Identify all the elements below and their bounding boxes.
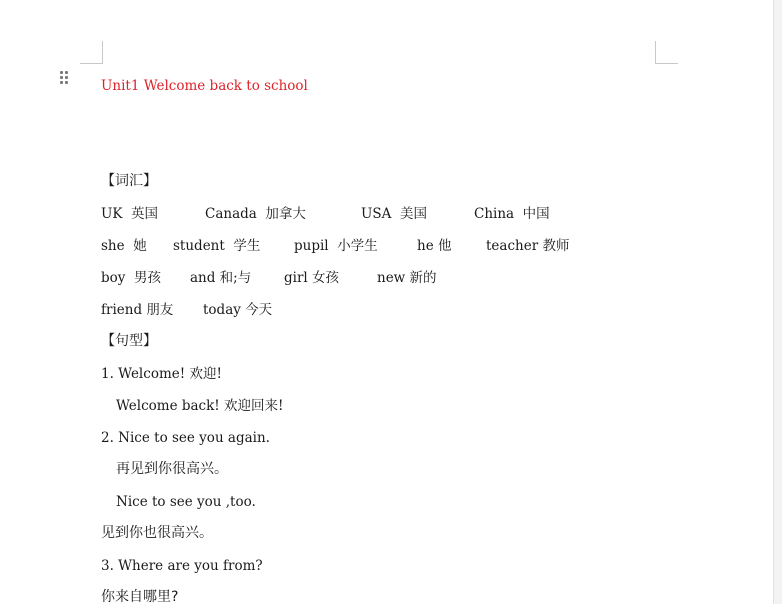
vocab-item: he 他 [417, 238, 452, 254]
vocab-row-4 [101, 301, 601, 319]
vocab-item: USA 美国 [361, 206, 427, 222]
sentence-line: 再见到你很高兴。 [116, 461, 228, 477]
vocab-item: boy 男孩 [101, 270, 161, 286]
vocab-item: and 和;与 [190, 270, 252, 286]
sentence-line: Welcome back! 欢迎回来! [116, 398, 284, 414]
sentence-line: 你来自哪里? [101, 589, 179, 605]
vocab-item: teacher 教师 [486, 238, 570, 254]
vocab-item: she 她 [101, 238, 147, 254]
sentence-line: 见到你也很高兴。 [101, 525, 213, 541]
sentence-line: 1. Welcome! 欢迎! [101, 366, 222, 382]
page-corner-mark-top-left [80, 41, 103, 64]
sentence-heading: 【句型】 [101, 333, 157, 349]
vocab-item: Canada 加拿大 [205, 206, 306, 222]
vocab-heading: 【词汇】 [101, 173, 157, 189]
page-corner-mark-top-right [655, 41, 678, 64]
sentence-line: 2. Nice to see you again. [101, 430, 270, 446]
sentence-line: 3. Where are you from? [101, 558, 263, 574]
drag-handle-icon[interactable] [60, 71, 70, 87]
vocab-item: friend 朋友 [101, 302, 174, 318]
vocab-item: new 新的 [377, 270, 437, 286]
vocab-row-1 [101, 205, 601, 223]
vocab-item: today 今天 [203, 302, 273, 318]
vocab-item: China 中国 [474, 206, 550, 222]
vocab-row-2 [101, 237, 601, 255]
vocab-row-3 [101, 269, 601, 287]
vocab-item: girl 女孩 [284, 270, 340, 286]
sentence-line: Nice to see you ,too. [116, 494, 256, 510]
vocab-item: UK 英国 [101, 206, 159, 222]
document-title: Unit1 Welcome back to school [101, 78, 308, 94]
vocab-item: student 学生 [173, 238, 261, 254]
vertical-scrollbar[interactable] [773, 0, 782, 604]
vocab-item: pupil 小学生 [294, 238, 378, 254]
